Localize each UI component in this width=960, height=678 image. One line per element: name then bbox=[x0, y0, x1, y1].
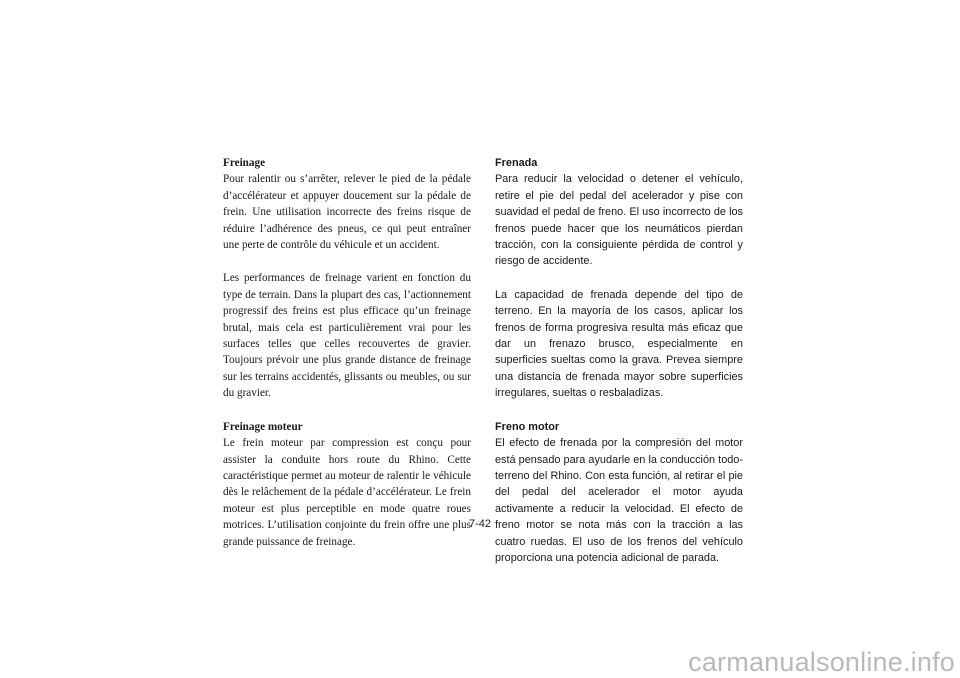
fr-engine-braking-section bbox=[223, 419, 471, 550]
es-engine-braking-paragraph: El efecto de frenada por la compresión del motor está pensado para ayudarle en la conducción todo-terreno del Rhino. Con esta función, al retirar el pie del pedal del acelerador el motor ayuda activamente a reducir la velocidad. El efecto de freno motor se nota más con la tracción a las cuatro ruedas. El uso de los frenos del vehículo proporciona una potencia adicional de parada. bbox=[495, 437, 743, 564]
french-column bbox=[223, 155, 471, 567]
fr-braking-paragraph-2: Les performances de freinage varient en fonction du type de terrain. Dans la plupart des cas, l’actionnement progressif des freins est plus efficace qu’un freinage brutal, mais cela est particulièrement vrai pour les surfaces telles que celles recouvertes de gravier. Toujours prévoir une plus grande distance de freinage sur les terrains accidentés, glissants ou meubles, ou sur du gravier. bbox=[223, 272, 471, 400]
fr-braking-paragraph-1: Pour ralentir ou s’arrêter, relever le pied de la pédale d’accélérateur et appuyer doucement sur la pédale de frein. Une utilisation incorrecte des freins risque de réduire l’adhérence des pneus, ce qui peut entraîner une perte de contrôle du véhicule et un accident. bbox=[223, 173, 471, 252]
es-engine-braking-heading: Freno motor bbox=[495, 420, 560, 433]
es-braking-paragraph-2: La capacidad de frenada depende del tipo de terreno. En la mayoría de los casos, aplicar los frenos de forma progresiva resulta más eficaz que dar un frenazo brusco, especialmente en superficies sueltas como la grava. Prevea siempre una distancia de frenada mayor sobre superficies irregulares, sueltas o resbaladizas. bbox=[495, 288, 743, 400]
es-engine-braking-section bbox=[495, 419, 743, 567]
fr-braking-heading: Freinage bbox=[223, 157, 266, 169]
watermark: carmanualsonline.info bbox=[688, 647, 955, 677]
es-braking-heading: Frenada bbox=[495, 157, 538, 169]
fr-braking-section bbox=[223, 155, 471, 253]
fr-engine-braking-heading: Freinage moteur bbox=[223, 420, 303, 433]
fr-engine-braking-paragraph: Le frein moteur par compression est conçu pour assister la conduite hors route du Rhino. Cette caractéristique permet au moteur de ralentir le véhicule dès le relâchement de la pédale d’accélérateur. Le frein moteur est plus perceptible en mode quatre roues motrices. L’utilisation conjointe du frein offre une plus grande puissance de freinage. bbox=[223, 437, 471, 548]
page-number: 7-42 bbox=[468, 518, 492, 530]
es-braking-section bbox=[495, 155, 743, 270]
es-braking-paragraph-1: Para reducir la velocidad o detener el vehículo, retire el pie del pedal del acelerador y pise con suavidad el pedal de freno. El uso incorrecto de los frenos puede hacer que los neumáticos pierdan tracción, con la consiguiente pérdida de control y riesgo de accidente. bbox=[495, 173, 743, 268]
